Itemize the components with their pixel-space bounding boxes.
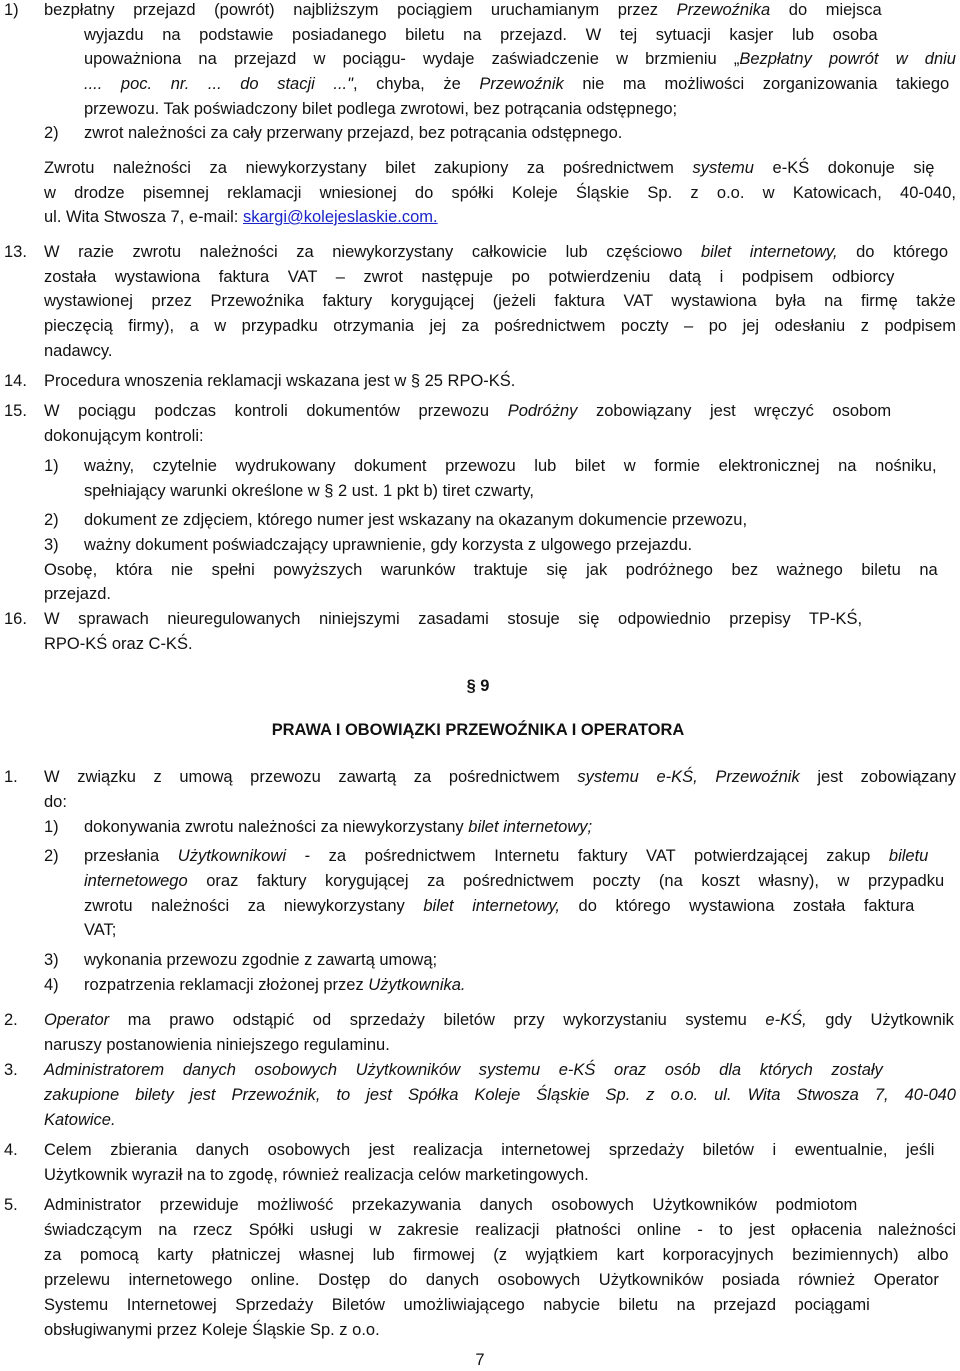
text-line — [0, 183, 960, 203]
text-line — [0, 1245, 960, 1265]
paragraph-text — [44, 1295, 870, 1315]
paragraph-text — [44, 560, 938, 580]
text-segment: Przewoźnik — [479, 75, 564, 93]
text-segment: zwrot należności za cały przerwany przejazd, bez potrącania odstępnego. — [84, 124, 623, 142]
text-segment: naruszy postanowienia niniejszego regulaminu. — [44, 1036, 390, 1054]
paragraph-text — [44, 1085, 956, 1105]
list-number: 1) — [44, 818, 59, 836]
text-line — [0, 1165, 960, 1185]
text-line — [0, 49, 960, 69]
text-line — [0, 1035, 960, 1055]
text-segment: Użytkownika. — [368, 976, 466, 994]
text-segment: systemu e-KŚ, Przewoźnik — [577, 768, 800, 786]
text-segment: Użytkownikowi — [177, 847, 286, 865]
text-line — [0, 207, 960, 227]
text-line — [0, 1110, 960, 1130]
text-segment: Administratorem danych osobowych Użytkowników systemu e-KŚ oraz osób dla których zostały — [44, 1061, 883, 1079]
paragraph-text — [84, 535, 692, 555]
text-segment: - za pośrednictwem Internetu faktury VAT potwierdzającej zakup — [286, 847, 889, 865]
text-segment: zakupione bilety jest Przewoźnik, to jest Spółka Koleje Śląskie Sp. z o.o. ul. Wita Stwosza 7, 40-040 — [44, 1086, 956, 1104]
text-line — [0, 1010, 960, 1030]
paragraph-text — [44, 183, 956, 203]
text-line — [0, 676, 960, 696]
text-segment: do którego wystawiona została faktura — [559, 897, 915, 915]
list-number: 2) — [44, 847, 59, 865]
paragraph-text — [84, 510, 747, 530]
text-line — [0, 0, 960, 20]
text-line — [0, 481, 960, 501]
text-line — [0, 242, 960, 262]
section-heading — [0, 720, 956, 740]
list-number: 4. — [4, 1141, 18, 1159]
text-segment: Podróżny — [507, 402, 578, 420]
text-segment: przelewu internetowego online. Dostęp do danych osobowych Użytkowników posiada również Operator — [44, 1271, 939, 1289]
text-line — [0, 99, 960, 119]
paragraph-text — [84, 99, 677, 119]
list-number: 13. — [4, 243, 27, 261]
text-line — [0, 1295, 960, 1315]
text-segment: obsługiwanymi przez Koleje Śląskie Sp. z o.o. — [44, 1321, 380, 1339]
paragraph-text — [84, 123, 622, 143]
text-segment: bilet internetowy; — [468, 818, 593, 836]
list-number: 3) — [44, 951, 59, 969]
text-segment: , chyba, że — [352, 75, 480, 93]
paragraph-text — [44, 609, 862, 629]
text-line — [0, 1270, 960, 1290]
text-segment: Procedura wnoszenia reklamacji wskazana jest w § 25 RPO-KŚ. — [44, 372, 516, 390]
text-segment: Katowice. — [44, 1111, 116, 1129]
text-line — [0, 609, 960, 629]
paragraph-text — [84, 920, 116, 940]
paragraph-text — [44, 1195, 857, 1215]
paragraph-text — [44, 316, 956, 336]
list-number: 2) — [44, 511, 59, 529]
text-segment: systemu — [692, 159, 754, 177]
text-segment: przesłania — [84, 847, 178, 865]
text-segment: W związku z umową przewozu zawartą za pośrednictwem — [44, 768, 578, 786]
paragraph-text — [44, 371, 515, 391]
text-segment: W razie zwrotu należności za niewykorzystany całkowicie lub częściowo — [44, 243, 701, 261]
paragraph-text — [44, 1140, 934, 1160]
email-link[interactable]: skargi@kolejeslaskie.com. — [242, 208, 438, 226]
paragraph-text — [84, 481, 534, 501]
text-line — [0, 896, 960, 916]
paragraph-text — [44, 792, 67, 812]
text-segment: ważny, czytelnie wydrukowany dokument przewozu lub bilet w formie elektronicznej na nośniku, — [84, 457, 937, 475]
text-line — [0, 584, 960, 604]
text-segment: wyjazdu na podstawie posiadanego biletu na przejazd. W tej sytuacji kasjer lub osoba — [84, 26, 878, 44]
paragraph-text — [44, 1245, 948, 1265]
text-segment: ul. Wita Stwosza 7, e-mail: — [44, 208, 243, 226]
list-number: 2) — [44, 124, 59, 142]
text-segment: biletu — [888, 847, 929, 865]
paragraph-text — [44, 1035, 390, 1055]
text-segment: W sprawach nieuregulowanych niniejszymi zasadami stosuje się odpowiednio przepisy TP-KŚ, — [44, 610, 863, 628]
paragraph-text — [84, 817, 592, 837]
paragraph-text — [44, 207, 438, 227]
text-segment: oraz faktury korygującej za pośrednictwem poczty (na koszt własny), w przypadku — [187, 872, 945, 890]
text-segment: przejazd. — [44, 585, 111, 603]
text-segment: została wystawiona faktura VAT – zwrot następuje po potwierdzeniu datą i podpisem odbiorcy — [44, 268, 895, 286]
paragraph-text — [84, 975, 466, 995]
text-segment: wystawionej przez Przewoźnika faktury korygującej (jeżeli faktura VAT wystawiona była na firmę także — [44, 292, 956, 310]
paragraph-text — [44, 1270, 939, 1290]
text-line — [0, 975, 960, 995]
paragraph-text — [44, 1110, 116, 1130]
text-line — [0, 871, 960, 891]
text-line — [0, 1140, 960, 1160]
text-segment: wykonania przewozu zgodnie z zawartą umową; — [84, 951, 438, 969]
paragraph-text — [84, 871, 944, 891]
paragraph-text — [44, 0, 882, 20]
text-line — [0, 1195, 960, 1215]
text-line — [0, 371, 960, 391]
text-segment: w drodze pisemnej reklamacji wniesionej do spółki Koleje Śląskie Sp. z o.o. w Katowicach, 40-040, — [44, 184, 956, 202]
text-line — [0, 426, 960, 446]
text-segment: ważny dokument poświadczający uprawnienie, gdy korzysta z ulgowego przejazdu. — [84, 536, 693, 554]
text-segment: Operator — [44, 1011, 110, 1029]
paragraph-text — [84, 456, 937, 476]
text-segment: W pociągu podczas kontroli dokumentów przewozu — [44, 402, 508, 420]
text-segment: dokonywania zwrotu należności za niewykorzystany — [84, 818, 469, 836]
text-segment: rozpatrzenia reklamacji złożonej przez — [84, 976, 369, 994]
text-line — [0, 634, 960, 654]
paragraph-text — [44, 1320, 380, 1340]
text-line — [0, 846, 960, 866]
text-segment: Bezpłatny powrót w dniu — [739, 50, 956, 68]
section-heading — [0, 676, 956, 696]
text-line — [0, 792, 960, 812]
text-segment: spełniający warunki określone w § 2 ust. 1 pkt b) tiret czwarty, — [84, 482, 534, 500]
text-segment: Przewoźnika — [676, 1, 771, 19]
paragraph-text — [44, 267, 894, 287]
list-number: 3) — [44, 536, 59, 554]
text-segment: RPO-KŚ oraz C-KŚ. — [44, 635, 193, 653]
text-line — [0, 316, 960, 336]
text-segment: Systemu Internetowej Sprzedaży Biletów umożliwiającego nabycie biletu na przejazd pociągami — [44, 1296, 870, 1314]
text-segment: za pomocą karty płatniczej własnej lub firmowej (z wyjątkiem kart korporacyjnych bezimiennych) albo — [44, 1246, 949, 1264]
paragraph-text — [44, 767, 956, 787]
text-line — [0, 1085, 960, 1105]
text-segment: nadawcy. — [44, 342, 113, 360]
text-segment: e-KŚ, — [765, 1011, 807, 1029]
text-segment: przewozu. Tak poświadczony bilet podlega zwrotowi, bez potrącania odstępnego; — [84, 100, 678, 118]
paragraph-text — [44, 158, 934, 178]
text-line — [0, 950, 960, 970]
paragraph-text — [44, 291, 956, 311]
list-number: 1. — [4, 768, 18, 786]
text-segment: bilet internetowy, — [423, 897, 560, 915]
paragraph-text — [84, 950, 437, 970]
paragraph-text — [84, 896, 914, 916]
paragraph-text — [84, 846, 928, 866]
list-number: 3. — [4, 1061, 18, 1079]
text-line — [0, 720, 960, 740]
text-line — [0, 123, 960, 143]
text-line — [0, 25, 960, 45]
text-line — [0, 1320, 960, 1340]
text-line — [0, 510, 960, 530]
text-segment: Użytkownik wyraził na to zgodę, również realizacja celów marketingowych. — [44, 1166, 589, 1184]
text-segment: do miejsca — [770, 1, 882, 19]
text-segment: Osobę, która nie spełni powyższych warunków traktuje się jak podróżnego bez ważnego biletu na — [44, 561, 938, 579]
text-segment: ma prawo odstąpić od sprzedaży biletów przy wykorzystaniu systemu — [109, 1011, 766, 1029]
text-line — [0, 267, 960, 287]
text-segment: zobowiązany jest wręczyć osobom — [577, 402, 892, 420]
text-segment: .... poc. nr. ... do stacji ..." — [84, 75, 353, 93]
text-segment: nie ma możliwości zorganizowania takiego — [563, 75, 950, 93]
list-number: 1) — [44, 457, 59, 475]
paragraph-text — [44, 341, 112, 361]
text-segment: gdy Użytkownik — [806, 1011, 954, 1029]
text-segment: świadczącym na rzecz Spółki usługi w zakresie realizacji płatności online - to jest opłacenia należności — [44, 1221, 956, 1239]
paragraph-text — [44, 634, 193, 654]
paragraph-text — [44, 1165, 589, 1185]
text-segment: pieczęcią firmy), a w przypadku otrzymania jej za pośrednictwem poczty – po jej odesłaniu z podpisem — [44, 317, 956, 335]
text-line — [0, 456, 960, 476]
text-segment: bilet internetowy, — [700, 243, 838, 261]
text-line — [0, 817, 960, 837]
list-number: 14. — [4, 372, 27, 390]
list-number: 5. — [4, 1196, 18, 1214]
text-segment: Administrator przewiduje możliwość przekazywania danych osobowych Użytkowników podmiotom — [44, 1196, 858, 1214]
paragraph-text — [44, 1010, 954, 1030]
text-segment: upoważniona na przejazd w pociągu- wydaje zaświadczenie w brzmieniu „ — [84, 50, 740, 68]
text-line — [0, 341, 960, 361]
paragraph-text — [44, 426, 204, 446]
list-number: 15. — [4, 402, 27, 420]
text-line — [0, 158, 960, 178]
text-segment: zwrotu należności za niewykorzystany — [84, 897, 424, 915]
text-segment: jest zobowiązany — [799, 768, 956, 786]
list-number: 2. — [4, 1011, 18, 1029]
text-segment: Zwrotu należności za niewykorzystany bilet zakupiony za pośrednictwem — [44, 159, 693, 177]
text-line — [0, 535, 960, 555]
paragraph-text — [84, 74, 949, 94]
list-number: 1) — [4, 1, 19, 19]
paragraph-text — [44, 1060, 883, 1080]
text-segment: dokument ze zdjęciem, którego numer jest wskazany na okazanym dokumencie przewozu, — [84, 511, 748, 529]
text-segment: § 9 — [466, 677, 490, 695]
text-line — [0, 560, 960, 580]
text-segment: VAT; — [84, 921, 117, 939]
text-segment: e-KŚ dokonuje się — [753, 159, 935, 177]
text-line — [0, 291, 960, 311]
paragraph-text — [44, 584, 111, 604]
paragraph-text — [84, 25, 878, 45]
paragraph-text — [44, 242, 948, 262]
page-number: 7 — [475, 1351, 485, 1369]
paragraph-text — [44, 401, 891, 421]
list-number: 4) — [44, 976, 59, 994]
text-segment: do: — [44, 793, 67, 811]
text-line — [0, 74, 960, 94]
text-segment: do którego — [837, 243, 949, 261]
text-segment: bezpłatny przejazd (powrót) najbliższym pociągiem uruchamianym przez — [44, 1, 677, 19]
text-segment: dokonującym kontroli: — [44, 427, 204, 445]
text-line — [0, 767, 960, 787]
paragraph-text — [44, 1220, 956, 1240]
text-segment: internetowego — [84, 872, 188, 890]
text-line — [0, 920, 960, 940]
text-segment: PRAWA I OBOWIĄZKI PRZEWOŹNIKA I OPERATORA — [271, 721, 685, 739]
text-line — [0, 1220, 960, 1240]
text-segment: Celem zbierania danych osobowych jest realizacja internetowej sprzedaży biletów i ewentualnie, jeśli — [44, 1141, 935, 1159]
text-line — [0, 1060, 960, 1080]
text-line — [0, 401, 960, 421]
paragraph-text — [84, 49, 956, 69]
list-number: 16. — [4, 610, 27, 628]
